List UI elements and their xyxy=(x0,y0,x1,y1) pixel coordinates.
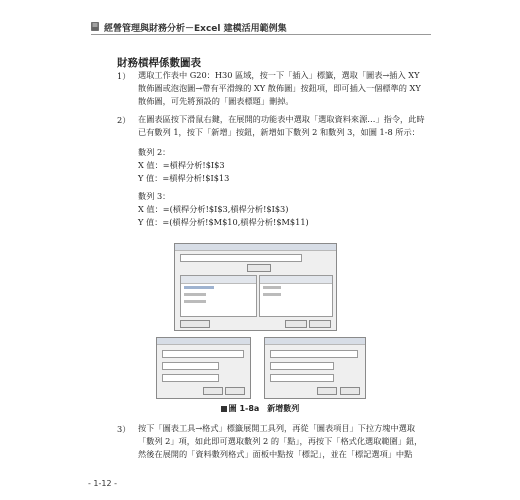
dialog-titlebar xyxy=(175,244,336,251)
caption-square-icon xyxy=(221,406,227,412)
series3-y-formula: Y 值：=(槓桿分析!$M$10,槓桿分析!$M$11) xyxy=(138,217,309,227)
page-number: - 1-12 - xyxy=(88,479,118,488)
select-data-source-dialog-image xyxy=(174,243,337,331)
series-y-values-field xyxy=(270,374,334,382)
step-3-number: 3） xyxy=(117,424,131,434)
series2-label: 數列 2： xyxy=(138,147,171,157)
series-x-values-field xyxy=(270,362,334,370)
edit-series-2-dialog-image xyxy=(156,337,251,399)
section-title: 財務槓桿係數圖表 xyxy=(117,57,201,69)
horizontal-axis-labels-list xyxy=(259,275,333,317)
series-x-values-field xyxy=(162,362,219,370)
step-3-text: 按下「圖表工具→格式」標籤展開工具列，再從「圖表項目」下拉方塊中選取「數列 2」項，如此即可選取數列 2 的「點」，再按下「格式化選取範圍」鈕，然後在展開的「資料數列格式」面板中點按「標記」，並在「標記選項」中點 xyxy=(138,423,423,459)
series-y-values-field xyxy=(162,374,219,382)
book-icon xyxy=(91,22,99,31)
legend-entries-list xyxy=(180,275,257,317)
ok-button xyxy=(203,387,223,395)
series3-label: 數列 3： xyxy=(138,191,171,201)
step-2-text: 在圖表區按下滑鼠右鍵，在展開的功能表中選取「選取資料來源…」指令，此時已有數列 1，按下「新增」按鈕，新增如下數列 2 和數列 3，如圖 1-8 所示： xyxy=(138,114,425,137)
ok-button xyxy=(285,320,307,328)
ok-button xyxy=(317,387,337,395)
series-name-field xyxy=(270,350,358,358)
step-1-number: 1） xyxy=(117,71,131,81)
series2-y-formula: Y 值：=槓桿分析!$I$13 xyxy=(138,173,230,183)
series3-x-formula: X 值：=(槓桿分析!$I$3,槓桿分析!$I$3) xyxy=(138,204,289,214)
switch-row-column-button xyxy=(247,264,271,272)
cancel-button xyxy=(340,387,360,395)
running-header-title: 經營管理與財務分析－Excel 建模活用範例集 xyxy=(104,24,287,34)
series-name-field xyxy=(162,350,244,358)
step-1-text: 選取工作表中 G20：H30 區域，按一下「插入」標籤，選取「圖表→插入 XY 散佈圖或泡泡圖→帶有平滑線的 XY 散佈圖」按鈕項，即可插入一個標準的 XY 散佈圖，可先將預設的「圖表標題」刪掉。 xyxy=(138,70,421,106)
series2-x-formula: X 值：=槓桿分析!$I$3 xyxy=(138,160,225,170)
cancel-button xyxy=(309,320,331,328)
figure-caption-text: 圖 1-8a 新增數列 xyxy=(228,404,300,413)
figure-caption xyxy=(0,403,520,414)
header-rule xyxy=(91,34,431,35)
hidden-cells-button xyxy=(180,320,210,328)
cancel-button xyxy=(225,387,245,395)
edit-series-3-dialog-image xyxy=(264,337,366,399)
chart-data-range-field xyxy=(180,254,302,262)
step-2-number: 2） xyxy=(117,115,131,125)
